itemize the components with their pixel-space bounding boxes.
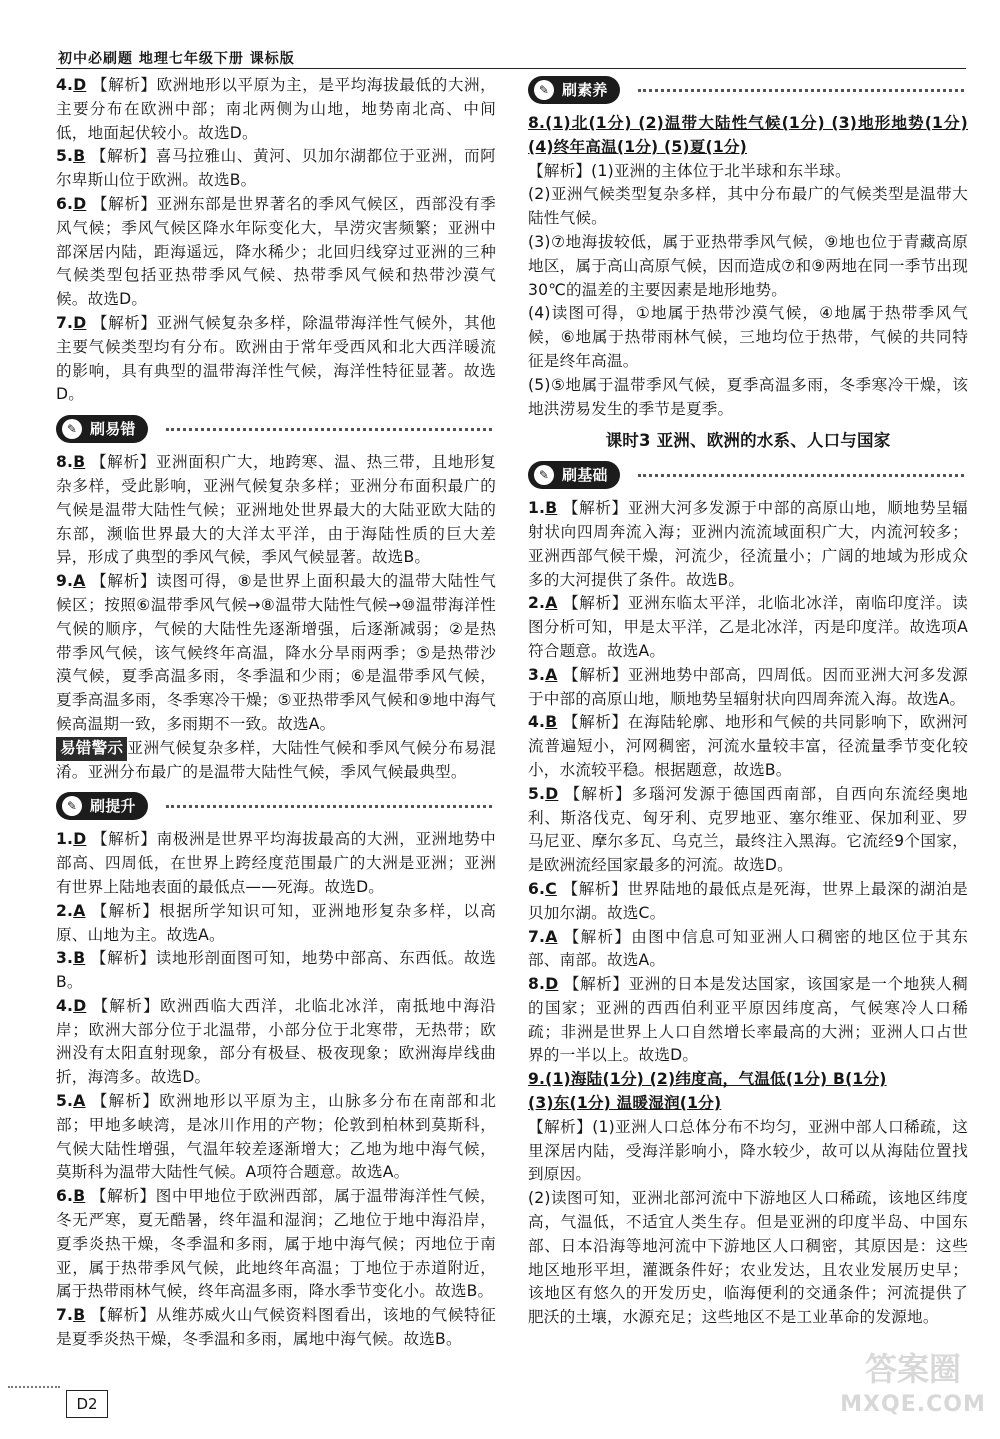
page-number: D2: [66, 1390, 108, 1418]
answer-8-key: 8.(1)北(1分) (2)温带大陆性气候(1分) (3)地形地势(1分) (4)终年高温(1分) (5)夏(1分): [528, 114, 968, 156]
brush-icon: ✎: [62, 796, 82, 816]
answer-1: 1.D 【解析】南极洲是世界平均海拔最高的大洲，亚洲地势中部高、四周低，在世界上跨经度范围最广的大洲是亚洲；亚洲有世界上陆地表面的最低点——死海。故选D。: [56, 830, 496, 896]
answer-5b: 5.A 【解析】欧洲地形以平原为主，山脉多分布在南部和北部；甲地多峡湾，是冰川作用的产物；伦敦到柏林到莫斯科，气候大陆性增强，气温年较差逐渐增大；乙地为地中海气候，莫斯科为温带大陆性气候。A项符合题意。故选A。: [56, 1092, 496, 1182]
section-divider: [166, 428, 492, 431]
answer-9: 9.A 【解析】读图可得，⑧是世界上面积最大的温带大陆性气候区；按照⑥温带季风气候→⑧温带大陆性气候→⑩温带海洋性气候的顺序，气候的大陆性先逐渐增强，后逐渐减弱；②是热带季风气候，该气候终年高温，降水分旱雨两季；⑤是热带沙漠气候，夏季高温多雨，冬季温和少雨；⑥是温带季风气候，夏季高温多雨，冬季寒冷干燥；⑤亚热带季风气候和⑨地中海气候高温期一致，多雨期不一致。故选A。: [56, 572, 496, 733]
answer-5: 5.B 【解析】喜马拉雅山、黄河、贝加尔湖都位于亚洲，而阿尔卑斯山位于欧洲。故选B。: [56, 147, 496, 190]
brush-icon: ✎: [534, 80, 554, 100]
section-divider: [638, 474, 964, 477]
answer-5c: 5.D 【解析】多瑙河发源于德国西南部，自西向东流经奥地利、斯洛伐克、匈牙利、克罗地亚、塞尔维亚、保加利亚、罗马尼亚、摩尔多瓦、乌克兰，最终注入黑海。它流经9个国家，是欧洲流经国家最多的河流。故选D。: [528, 784, 968, 875]
answer-7: 7.D 【解析】亚洲气候复杂多样，除温带海洋性气候外，其他主要气候类型均有分布。欧洲由于常年受西风和北大西洋暖流的影响，具有典型的温带海洋性气候，海洋性特征显著。故选D。: [56, 313, 496, 404]
answer-7c: 7.A 【解析】由图中信息可知亚洲人口稠密的地区位于其东部、南部。故选A。: [528, 927, 968, 970]
answer-6: 6.D 【解析】亚洲东部是世界著名的季风气候区，西部没有季风气候；季风气候区降水年际变化大，旱涝灾害频繁；亚洲中部深居内陆，距海遥远，降水稀少；北回归线穿过亚洲的三种气候类型包括亚热带季风气候、热带季风气候和热带沙漠气候。故选D。: [56, 194, 496, 309]
running-header: 初中必刷题 地理七年级下册 课标版: [58, 51, 295, 67]
corner-dots: [8, 1386, 60, 1388]
lesson-title: 课时3 亚洲、欧洲的水系、人口与国家: [605, 431, 891, 451]
section-divider: [638, 89, 964, 92]
answer-8-analysis-2: (2)亚洲气候类型复杂多样，其中分布最广的气候类型是温带大陆性气候。: [528, 185, 968, 228]
answer-3c: 3.A 【解析】亚洲地势中部高，四周低。因而亚洲大河多发源于中部的高原山地，顺地势呈辐射状向四周奔流入海。故选A。: [528, 665, 968, 708]
answer-3: 3.B 【解析】读地形剖面图可知，地势中部高、东西低。故选B。: [56, 949, 496, 992]
answer-2: 2.A 【解析】根据所学知识可知，亚洲地形复杂多样，以高原、山地为主。故选A。: [56, 901, 496, 944]
error-warning: 易错警示 亚洲气候复杂多样，大陆性气候和季风气候分布易混淆。亚洲分布最广的是温带大陆性气候，季风气候最典型。: [56, 738, 496, 781]
answer-9c-analysis-2: (2)读图可知，亚洲北部河流中下游地区人口稀疏，该地区纬度高，气温低，不适宜人类生存。但是亚洲的印度半岛、中国东部、日本沿海等地河流中下游地区人口稠密，其原因是：这些地区地形平坦，灌溉条件好；农业发达，且农业发展历史早；该地区有悠久的开发历史，临海便利的交通条件；河流提供了肥沃的土壤，水源充足；这些地区不是工业革命的发源地。: [528, 1189, 968, 1327]
answer-8-analysis-4: (4)读图可得，①地属于热带沙漠气候，④地属于热带季风气候，⑥地属于热带雨林气候，三地均位于热带，气候的共同特征是终年高温。: [528, 304, 968, 370]
answer-4c: 4.B 【解析】在海陆轮廓、地形和气候的共同影响下，欧洲河流普遍短小，河网稠密，河流水量较丰富，径流量季节变化较小，水流较平稳。根据题意，故选B。: [528, 713, 968, 779]
answer-9c-analysis-1: 【解析】(1)亚洲人口总体分布不均匀，亚洲中部人口稀疏，这里深居内陆，受海洋影响小，降水较少，故可以从海陆位置找到原因。: [528, 1117, 968, 1184]
answer-4: 4.D 【解析】欧洲地形以平原为主，是平均海拔最低的大洲，主要分布在欧洲中部；南北两侧为山地，地势南北高、中间低，地面起伏较小。故选D。: [56, 76, 496, 142]
warning-label: 易错警示: [56, 737, 127, 761]
brush-icon: ✎: [534, 465, 554, 485]
answer-8: 8.B 【解析】亚洲面积广大，地跨寒、温、热三带，且地形复杂多样，受此影响，亚洲气候复杂多样；亚洲分布面积最广的气候是温带大陆性气候；亚洲地处世界最大的大陆亚欧大陆的东部，濒临世界最大的大洋太平洋，由于海陆性质的巨大差异，形成了典型的季风气候，季风气候显著。故选B。: [56, 453, 496, 567]
answer-6c: 6.C 【解析】世界陆地的最低点是死海，世界上最深的湖泊是贝加尔湖。故选C。: [528, 879, 968, 922]
header-rule: [56, 68, 966, 69]
answer-9c-key-1: 9.(1)海陆(1分) (2)纬度高，气温低(1分) B(1分): [528, 1070, 887, 1089]
answer-8-analysis-1: 【解析】(1)亚洲的主体位于北半球和东半球。: [528, 161, 851, 180]
answer-6b: 6.B 【解析】图中甲地位于欧洲西部，属于温带海洋性气候，冬无严寒，夏无酷暑，终年温和湿润；乙地位于地中海沿岸，夏季炎热干燥，冬季温和多雨，属于地中海气候；丙地位于南亚，属于热带季风气候，此地终年高温；丁地位于赤道附近，属于热带雨林气候，终年高温多雨，降水季节变化小。故选B。: [56, 1187, 496, 1301]
answer-8c: 8.D 【解析】亚洲的日本是发达国家，该国家是一个地狭人稠的国家；亚洲的西西伯利亚平原因纬度高，气候寒冷人口稀疏；非洲是世界上人口自然增长率最高的大洲；亚洲人口占世界的一半以上。故选D。: [528, 975, 968, 1065]
answer-8-analysis-5: (5)⑤地属于温带季风气候，夏季高温多雨，冬季寒冷干燥，该地洪涝易发生的季节是夏季。: [528, 375, 968, 418]
answer-9c-key-2: (3)东(1分) 温暖湿润(1分): [528, 1094, 722, 1113]
watermark-url: MXQE.COM: [840, 1392, 986, 1417]
watermark-logo: 答案圈: [864, 1350, 961, 1388]
answer-7b: 7.B 【解析】从维苏威火山气候资料图看出，该地的气候特征是夏季炎热干燥，冬季温和多雨，属地中海气候。故选B。: [56, 1306, 496, 1349]
answer-2c: 2.A 【解析】亚洲东临太平洋，北临北冰洋，南临印度洋。读图分析可知，甲是太平洋，乙是北冰洋，丙是印度洋。故选项A符合题意。故选A。: [528, 594, 968, 660]
section-divider: [166, 805, 492, 808]
section-header-error-prone: ✎ 刷易错: [56, 413, 496, 447]
answer-1c: 1.B 【解析】亚洲大河多发源于中部的高原山地，顺地势呈辐射状向四周奔流入海；亚洲内流流域面积广大，内流河较多；亚洲西部气候干燥，河流少，径流量小；广阔的地域为形成众多的大河提供了条件。故选B。: [528, 499, 968, 589]
section-header-literacy: ✎ 刷素养: [528, 74, 968, 108]
section-header-basics: ✎ 刷基础: [528, 459, 968, 493]
answer-8-analysis-3: (3)⑦地海拔较低，属于亚热带季风气候，⑨地也位于青藏高原地区，属于高山高原气候，因而造成⑦和⑨两地在同一季节出现30℃的温差的主要因素是地形地势。: [528, 232, 968, 299]
right-column: [528, 74, 968, 1330]
answer-4b: 4.D 【解析】欧洲西临大西洋，北临北冰洋，南抵地中海沿岸；欧洲大部分位于北温带，小部分位于北寒带，无热带；欧洲没有太阳直射现象，部分有极昼、极夜现象；欧洲海岸线曲折，海湾多。故选D。: [56, 996, 496, 1087]
left-column: [56, 74, 496, 1352]
brush-icon: ✎: [62, 419, 82, 439]
section-header-improve: ✎ 刷提升: [56, 790, 496, 824]
